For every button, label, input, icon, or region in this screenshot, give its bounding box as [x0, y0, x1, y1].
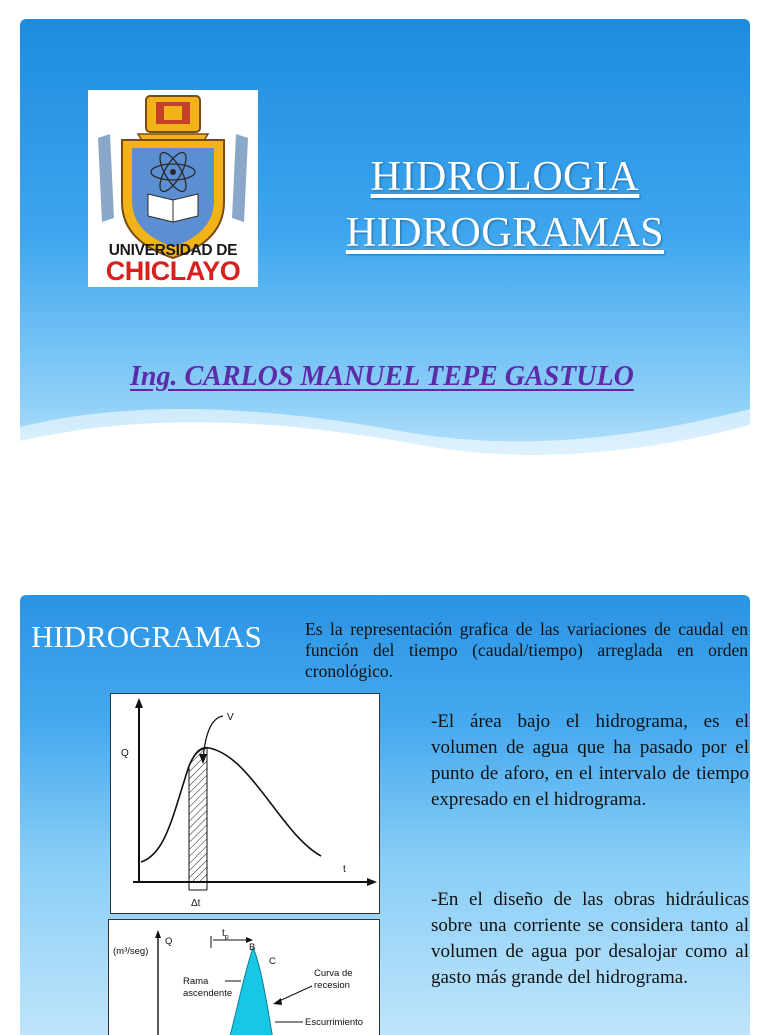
hydrograph-components-diagram: [109, 920, 379, 1035]
logo-text-top: UNIVERSIDAD DE: [108, 242, 238, 259]
hydrograph-diagram: [111, 694, 379, 913]
hydrograph-figure: [110, 693, 380, 914]
recession-label-2: recesion: [314, 980, 350, 991]
hydrograph-components-figure: [108, 919, 380, 1035]
university-logo: [88, 90, 258, 287]
y-units-label: (m³/seg): [113, 946, 149, 957]
slide-title-line2: HIDROGRAMAS: [345, 210, 665, 256]
svg-text:tp: [222, 928, 229, 941]
logo-text-bottom: CHICLAYO: [105, 256, 241, 286]
recession-label-1: Curva de: [314, 968, 353, 979]
interval-label: Δt: [191, 898, 201, 909]
author-name: Ing. CARLOS MANUEL TEPE GASTULO: [130, 361, 634, 392]
rising-limb-label-1: Rama: [183, 976, 209, 987]
point-c-label: C: [269, 956, 276, 967]
runoff-label: Escurrimiento: [305, 1017, 364, 1028]
x-axis-label: t: [343, 864, 346, 875]
tp-label: t: [222, 928, 225, 939]
definition-text: Es la representación grafica de las variaciones de caudal en función del tiempo (caudal/tiempo) arreglada en orden cronológico.: [305, 619, 748, 681]
q-label: Q: [165, 936, 173, 947]
curve-label: V: [227, 712, 234, 723]
tp-subscript: p: [224, 934, 229, 941]
title-slide: [20, 19, 750, 499]
design-explanation-text: -En el diseño de las obras hidráulicas sobre una corriente se considera tanto al volumen de agua por desalojar como al gasto más grande del hidrograma.: [431, 889, 749, 988]
section-heading: HIDROGRAMAS: [31, 619, 262, 654]
rising-limb-label-2: ascendente: [183, 988, 233, 999]
content-slide: [20, 595, 750, 1035]
slide-title-line1: HIDROLOGIA: [370, 154, 640, 200]
area-explanation-text: -El área bajo el hidrograma, es el volumen de agua que ha pasado por el punto de aforo, en el intervalo de tiempo expresado en el hidrograma.: [431, 711, 749, 810]
point-b-label: B: [249, 942, 256, 953]
wave-decoration: [20, 379, 750, 499]
y-axis-label: Q: [121, 748, 129, 759]
